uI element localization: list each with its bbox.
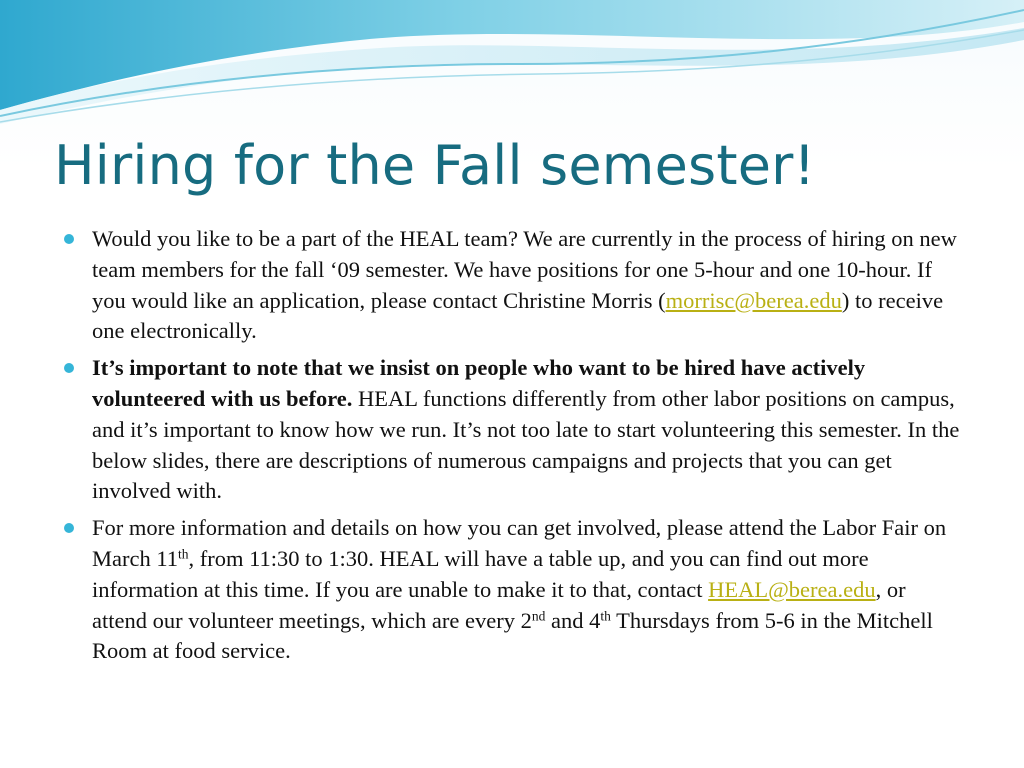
ordinal-suffix: nd <box>531 608 546 624</box>
slide-title: Hiring for the Fall semester! <box>54 134 816 197</box>
header-wave-decoration <box>0 0 1024 130</box>
bullet-more-info <box>62 513 962 667</box>
bullet-list <box>62 224 962 673</box>
bullet-text: , from 11:30 to 1:30. HEAL will have a table up, and you can find out more information at this time. If you are unable to make it to that, contact <box>92 545 869 602</box>
bullet-dot-icon <box>64 523 74 533</box>
email-link-heal[interactable]: HEAL@berea.edu <box>708 576 876 602</box>
ordinal-suffix: th <box>600 608 611 624</box>
bullet-volunteer-requirement <box>62 353 962 507</box>
bullet-text: HEAL functions differently from other labor positions on campus, and it’s important to know how we run. It’s not too late to start volunteering this semester. In the below slides, there are descriptions of numerous campaigns and projects that you can get involved with. <box>92 385 960 504</box>
bullet-text: , or attend our volunteer meetings, which are every 2 <box>92 576 906 633</box>
bullet-text: For more information and details on how you can get involved, please attend the Labor Fair on March 11 <box>92 515 947 571</box>
bullet-text: Would you like to be a part of the HEAL team? We are currently in the process of hiring on new team members for the fall ‘09 semester. We have positions for one 5-hour and one 10-hour. If you would like an application, please contact Christine Morris ( <box>92 226 957 313</box>
ordinal-suffix: th <box>178 546 189 562</box>
bullet-text: Thursdays from 5-6 in the Mitchell Room at food service. <box>92 607 933 664</box>
bullet-text: and 4 <box>545 607 601 633</box>
bullet-hiring-intro <box>62 224 962 347</box>
bullet-text: ) to receive one electronically. <box>92 287 944 344</box>
bullet-dot-icon <box>64 363 74 373</box>
email-link-morrisc[interactable]: morrisc@berea.edu <box>665 287 842 313</box>
bullet-bold-text: It’s important to note that we insist on people who want to be hired have actively volunteered with us before. <box>92 355 866 411</box>
bullet-dot-icon <box>64 234 74 244</box>
